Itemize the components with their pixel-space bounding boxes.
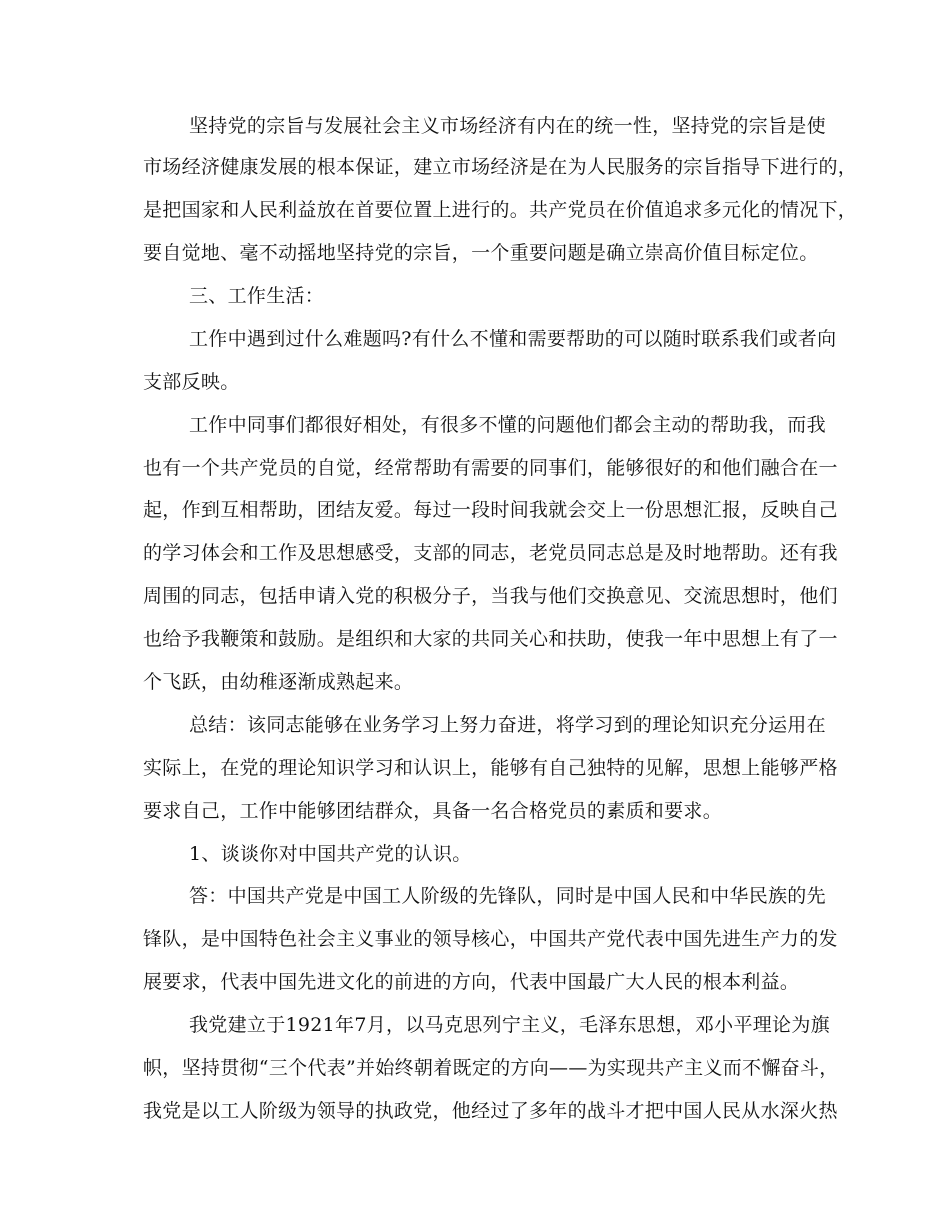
text-line: 帜，坚持贯彻“三个代表”并始终朝着既定的方向——为实现共产主义而不懈奋斗， bbox=[143, 1057, 839, 1079]
text-line: 我党建立于1921年7月，以马克思列宁主义，毛泽东思想，邓小平理论为旗 bbox=[189, 1014, 830, 1036]
text-line: 我党是以工人阶级为领导的执政党，他经过了多年的战斗才把中国人民从水深火热 bbox=[143, 1100, 838, 1122]
text-line: 的学习体会和工作及思想感受，支部的同志，老党员同志总是及时地帮助。还有我 bbox=[143, 542, 838, 564]
text-line: 也给予我鞭策和鼓励。是组织和大家的共同关心和扶助，使我一年中思想上有了一 bbox=[143, 628, 838, 650]
text-line: 工作中同事们都很好相处，有很多不懂的问题他们都会主动的帮助我，而我 bbox=[189, 414, 826, 436]
text-line: 起，作到互相帮助，团结友爱。每过一段时间我就会交上一份思想汇报，反映自己 bbox=[143, 499, 838, 521]
text-line: 总结：该同志能够在业务学习上努力奋进，将学习到的理论知识充分运用在 bbox=[189, 714, 826, 736]
text-line: 实际上，在党的理论知识学习和认识上，能够有自己独特的见解，思想上能够严格 bbox=[143, 757, 838, 779]
text-line: 支部反映。 bbox=[143, 371, 240, 393]
text-line: 答：中国共产党是中国工人阶级的先锋队，同时是中国人民和中华民族的先 bbox=[189, 885, 826, 907]
text-line: 锋队，是中国特色社会主义事业的领导核心，中国共产党代表中国先进生产力的发 bbox=[143, 928, 838, 950]
text-line: 工作中遇到过什么难题吗?有什么不懂和需要帮助的可以随时联系我们或者向 bbox=[189, 328, 837, 350]
text-line: 要自觉地、毫不动摇地坚持党的宗旨，一个重要问题是确立崇高价值目标定位。 bbox=[143, 242, 819, 264]
text-line: 也有一个共产党员的自觉，经常帮助有需要的同事们，能够很好的和他们融合在一 bbox=[143, 457, 838, 479]
text-line: 要求自己，工作中能够团结群众，具备一名合格党员的素质和要求。 bbox=[143, 800, 723, 822]
text-line: 周围的同志，包括申请入党的积极分子，当我与他们交换意见、交流思想时，他们 bbox=[143, 585, 838, 607]
text-line: 展要求，代表中国先进文化的前进的方向，代表中国最广大人民的根本利益。 bbox=[143, 971, 800, 993]
text-line: 个飞跃，由幼稚逐渐成熟起来。 bbox=[143, 671, 414, 693]
text-line: 是把国家和人民利益放在首要位置上进行的。共产党员在价值追求多元化的情况下， bbox=[143, 199, 858, 221]
question-heading: 1、谈谈你对中国共产党的认识。 bbox=[189, 843, 472, 865]
text-line: 市场经济健康发展的根本保证，建立市场经济是在为人民服务的宗旨指导下进行的， bbox=[143, 156, 858, 178]
section-heading: 三、工作生活： bbox=[189, 285, 325, 307]
text-line: 坚持党的宗旨与发展社会主义市场经济有内在的统一性，坚持党的宗旨是使 bbox=[189, 115, 826, 137]
